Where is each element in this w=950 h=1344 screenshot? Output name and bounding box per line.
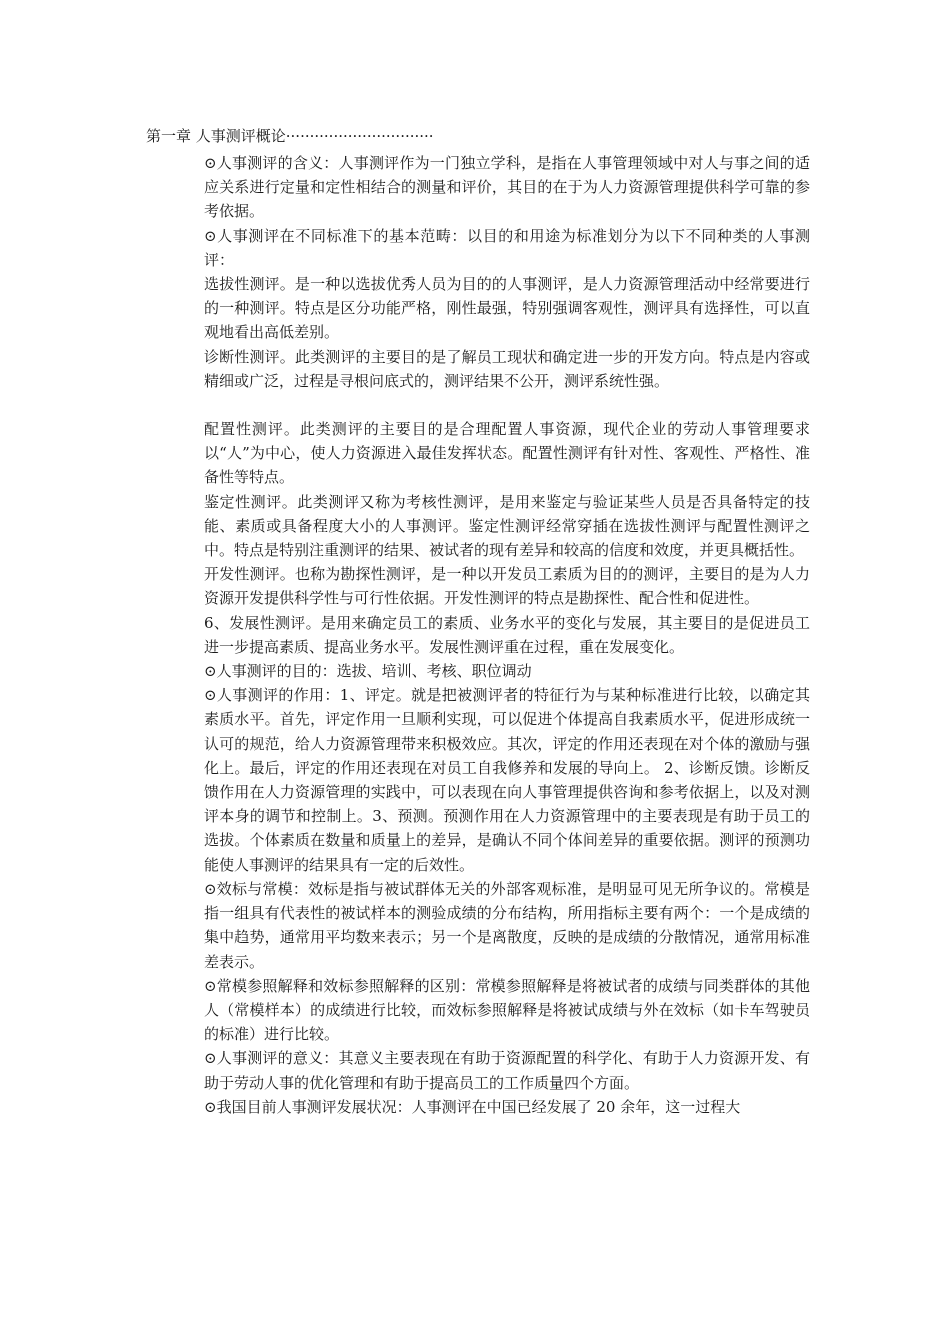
paragraph-appraisal-assessment: 鉴定性测评。此类测评又称为考核性测评，是用来鉴定与验证某些人员是否具备特定的技能、素质或具备程度大小的人事测评。鉴定性测评经常穿插在选拔性测评与配置性测评之中。特点是特别注重测评的结果、被试者的现有差异和较高的信度和效度，并更具概括性。 — [204, 492, 810, 560]
paragraph-functions: ⊙人事测评的作用：1、评定。就是把被测评者的特征行为与某种标准进行比较，以确定其素质水平。首先，评定作用一旦顺利实现，可以促进个体提高自我素质水平，促进形成统一认可的规范，给人力资源管理带来积极效应。其次，评定的作用还表现在对个体的激励与强化上。最后，评定的作用还表现在对员工自我修养和发展的导向上。 2、诊断反馈。诊断反馈作用在人力资源管理的实践中，可以表现在向人事管理提供咨询和参考依据上，以及对测评本身的调节和控制上。3、预测。预测作用在人力资源管理中的主要表现是有助于员工的选拔。个体素质在数量和质量上的差异，是确认不同个体间差异的重要依据。测评的预测功能使人事测评的结果具有一定的后效性。 — [204, 686, 810, 874]
paragraph-development-assessment: 开发性测评。也称为勘探性测评，是一种以开发员工素质为目的的测评，主要目的是为人力资源开发提供科学性与可行性依据。开发性测评的特点是勘探性、配合性和促进性。 — [204, 565, 810, 608]
blank-line — [204, 393, 810, 417]
paragraph-criterion-and-norm: ⊙效标与常模：效标是指与被试群体无关的外部客观标准，是明显可见无所争议的。常模是指一组具有代表性的被试样本的测验成绩的分布结构，所用指标主要有两个：一个是成绩的集中趋势，通常用平均数来表示；另一个是离散度，反映的是成绩的分散情况，通常用标准差表示。 — [204, 879, 810, 971]
paragraph-categories-intro: ⊙人事测评在不同标准下的基本范畴：以目的和用途为标准划分为以下不同种类的人事测评： — [204, 226, 810, 269]
paragraph-significance: ⊙人事测评的意义：其意义主要表现在有助于资源配置的科学化、有助于人力资源开发、有助于劳动人事的优化管理和有助于提高员工的工作质量四个方面。 — [204, 1049, 810, 1092]
paragraph-norm-vs-criterion: ⊙常模参照解释和效标参照解释的区别：常模参照解释是将被试者的成绩与同类群体的其他人（常模样本）的成绩进行比较，而效标参照解释是将被试成绩与外在效标（如卡车驾驶员的标准）进行比较。 — [204, 976, 810, 1044]
paragraph-development-status: ⊙我国目前人事测评发展状况：人事测评在中国已经发展了 20 余年，这一过程大 — [204, 1097, 741, 1116]
paragraph-progress-assessment: 6、发展性测评。是用来确定员工的素质、业务水平的变化与发展，其主要目的是促进员工进一步提高素质、提高业务水平。发展性测评重在过程，重在发展变化。 — [204, 613, 810, 656]
paragraph-diagnostic-assessment: 诊断性测评。此类测评的主要目的是了解员工现状和确定进一步的开发方向。特点是内容或精细或广泛，过程是寻根问底式的，测评结果不公开，测评系统性强。 — [204, 347, 810, 390]
paragraph-allocation-assessment: 配置性测评。此类测评的主要目的是合理配置人事资源，现代企业的劳动人事管理要求以“人”为中心，使人力资源进入最佳发挥状态。配置性测评有针对性、客观性、严格性、准备性等特点。 — [204, 420, 810, 487]
chapter-title: 第一章 人事测评概论······························· — [146, 127, 434, 145]
paragraph-purposes: ⊙人事测评的目的：选拔、培训、考核、职位调动 — [204, 662, 532, 681]
paragraph-definition: ⊙人事测评的含义：人事测评作为一门独立学科，是指在人事管理领域中对人与事之间的适应关系进行定量和定性相结合的测量和评价，其目的在于为人力资源管理提供科学可靠的参考依据。 — [204, 154, 810, 221]
paragraph-selection-assessment: 选拔性测评。是一种以选拔优秀人员为目的的人事测评，是人力资源管理活动中经常要进行的一种测评。特点是区分功能严格，刚性最强，特别强调客观性，测评具有选择性，可以直观地看出高低差别。 — [204, 275, 810, 342]
document-body — [204, 151, 810, 1119]
